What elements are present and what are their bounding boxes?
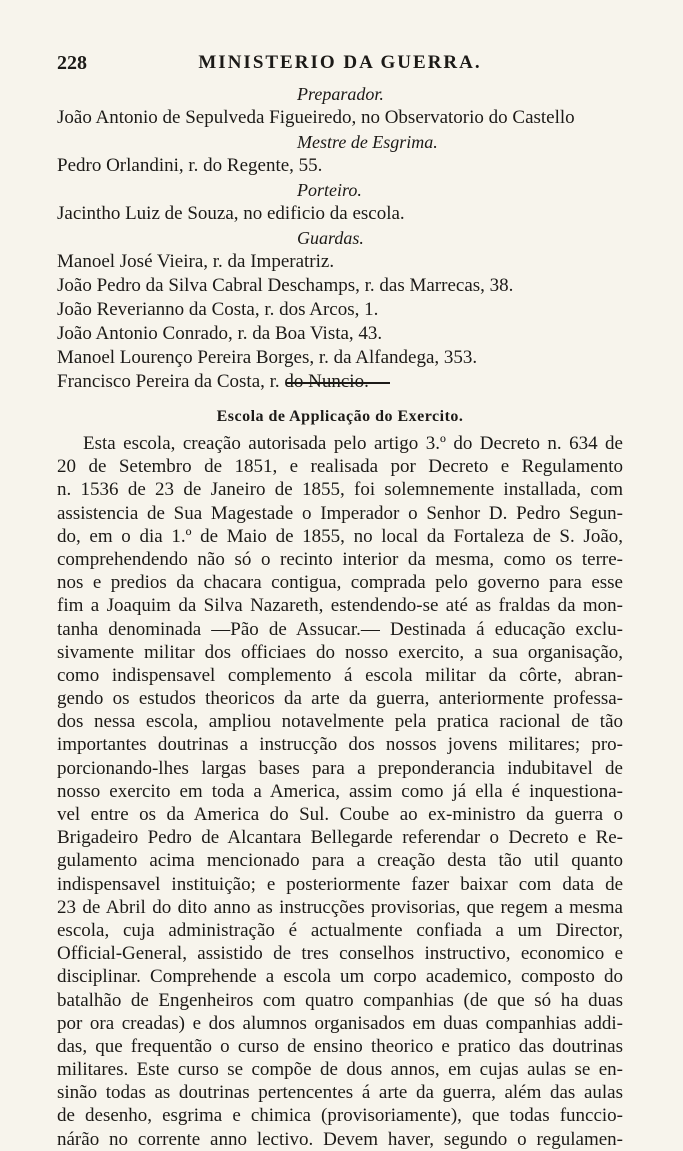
- text-line: gendo os estudos theoricos da arte da guerra, anteriormente professa-: [57, 688, 623, 710]
- text-line: tanha denominada —Pão de Assucar.— Destinada á educação exclu-: [57, 618, 623, 640]
- text-line: gulamento acima mencionado para a creação desta tão util quanto: [57, 850, 623, 872]
- text-line: militares. Este curso se compõe de dous annos, em cujas aulas se en-: [57, 1059, 623, 1081]
- role-heading: Mestre de Esgrima.: [297, 132, 438, 152]
- text-line: das, que frequentão o curso de ensino theorico e pratico das doutrinas: [57, 1035, 623, 1057]
- text-line: escola, cuja administração é actualmente confiada a um Director,: [57, 919, 623, 941]
- text-line: Esta escola, creação autorisada pelo artigo 3.º do Decreto n. 634 de: [83, 433, 623, 454]
- text-line: n. 1536 de 23 de Janeiro de 1855, foi solemnemente installada, com: [57, 479, 623, 501]
- section-title: Escola de Applicação do Exercito.: [216, 408, 464, 425]
- text-line: porcionando-lhes largas bases para a preponderancia indubitavel de: [57, 757, 623, 779]
- roster-entry: João Antonio de Sepulveda Figueiredo, no Observatorio do Castello: [57, 107, 575, 128]
- role-heading: Porteiro.: [297, 180, 362, 200]
- roster-entry: João Antonio Conrado, r. da Boa Vista, 43.: [57, 323, 383, 344]
- text-line: fim a Joaquim da Silva Nazareth, estendendo-se até as fraldas da mon-: [57, 595, 623, 617]
- text-line: 23 de Abril do dito anno as instrucções provisorias, que regem a mesma: [57, 896, 623, 918]
- roster-entry: Jacintho Luiz de Souza, no edificio da escola.: [57, 203, 405, 224]
- running-head: MINISTERIO DA GUERRA.: [198, 52, 482, 73]
- text-line: por ora creadas) e dos alumnos organisados em duas companhias addi-: [57, 1012, 623, 1034]
- text-line: vel entre os da America do Sul. Coube ao ex-ministro da guerra o: [57, 804, 623, 825]
- text-line: assistencia de Sua Magestade o Imperador o Senhor D. Pedro Segun-: [57, 502, 623, 524]
- text-line: Brigadeiro Pedro de Alcantara Bellegarde referendar o Decreto e Re-: [57, 827, 623, 849]
- text-line: dos nessa escola, ampliou notavelmente pela pratica racional de tão: [57, 711, 623, 733]
- roster-entry: João Reverianno da Costa, r. dos Arcos, 1.: [57, 299, 379, 320]
- text-line: nos e predios da chacara contigua, comprada pelo governo para esse: [57, 572, 623, 594]
- text-line: de desenho, esgrima e chimica (provisoriamente), que todas funccio-: [57, 1105, 623, 1127]
- page-header: [57, 52, 623, 80]
- staff-roster: [57, 82, 623, 394]
- text-line: disciplinar. Comprehende a escola um corpo academico, composto do: [57, 966, 623, 988]
- text-line: indispensavel instituição; e posteriormente fazer baixar com data de: [57, 873, 623, 895]
- roster-entry: Pedro Orlandini, r. do Regente, 55.: [57, 155, 323, 176]
- text-line: batalhão de Engenheiros com quatro companhias (de que só ha duas: [57, 989, 623, 1011]
- role-heading: Preparador.: [297, 84, 384, 104]
- text-line: como indispensavel complemento á escola militar da côrte, abran-: [57, 664, 623, 686]
- roster-entry: Manoel Lourenço Pereira Borges, r. da Alfandega, 353.: [57, 347, 478, 368]
- roster-entry: Manoel José Vieira, r. da Imperatriz.: [57, 251, 335, 272]
- text-line: nosso exercito em toda a America, assim como já ella é inquestiona-: [57, 780, 623, 802]
- text-line: Official-General, assistido de tres conselhos instructivo, economico e: [57, 943, 623, 965]
- text-line: nárão no corrente anno lectivo. Devem haver, segundo o regulamen-: [57, 1128, 623, 1150]
- section-divider: [286, 382, 390, 384]
- role-heading: Guardas.: [297, 228, 364, 248]
- text-line: importantes doutrinas a instrucção dos nossos jovens militares; pro-: [57, 734, 623, 756]
- text-line: sinão todas as doutrinas pertencentes á arte da guerra, além das aulas: [57, 1082, 623, 1104]
- page-number: 228: [57, 52, 87, 74]
- section-body: [57, 432, 623, 1151]
- text-line: do, em o dia 1.º de Maio de 1855, no local da Fortaleza de S. João,: [57, 525, 623, 547]
- roster-entry: Francisco Pereira da Costa, r. do Nuncio.: [57, 371, 369, 392]
- text-line: comprehendendo não só o recinto interior da mesma, como os terre-: [57, 548, 623, 570]
- text-line: sivamente militar dos officiaes do nosso exercito, a sua organisação,: [57, 641, 623, 663]
- roster-entry: João Pedro da Silva Cabral Deschamps, r. das Marrecas, 38.: [57, 275, 514, 296]
- text-line: 20 de Setembro de 1851, e realisada por Decreto e Regulamento: [57, 456, 623, 478]
